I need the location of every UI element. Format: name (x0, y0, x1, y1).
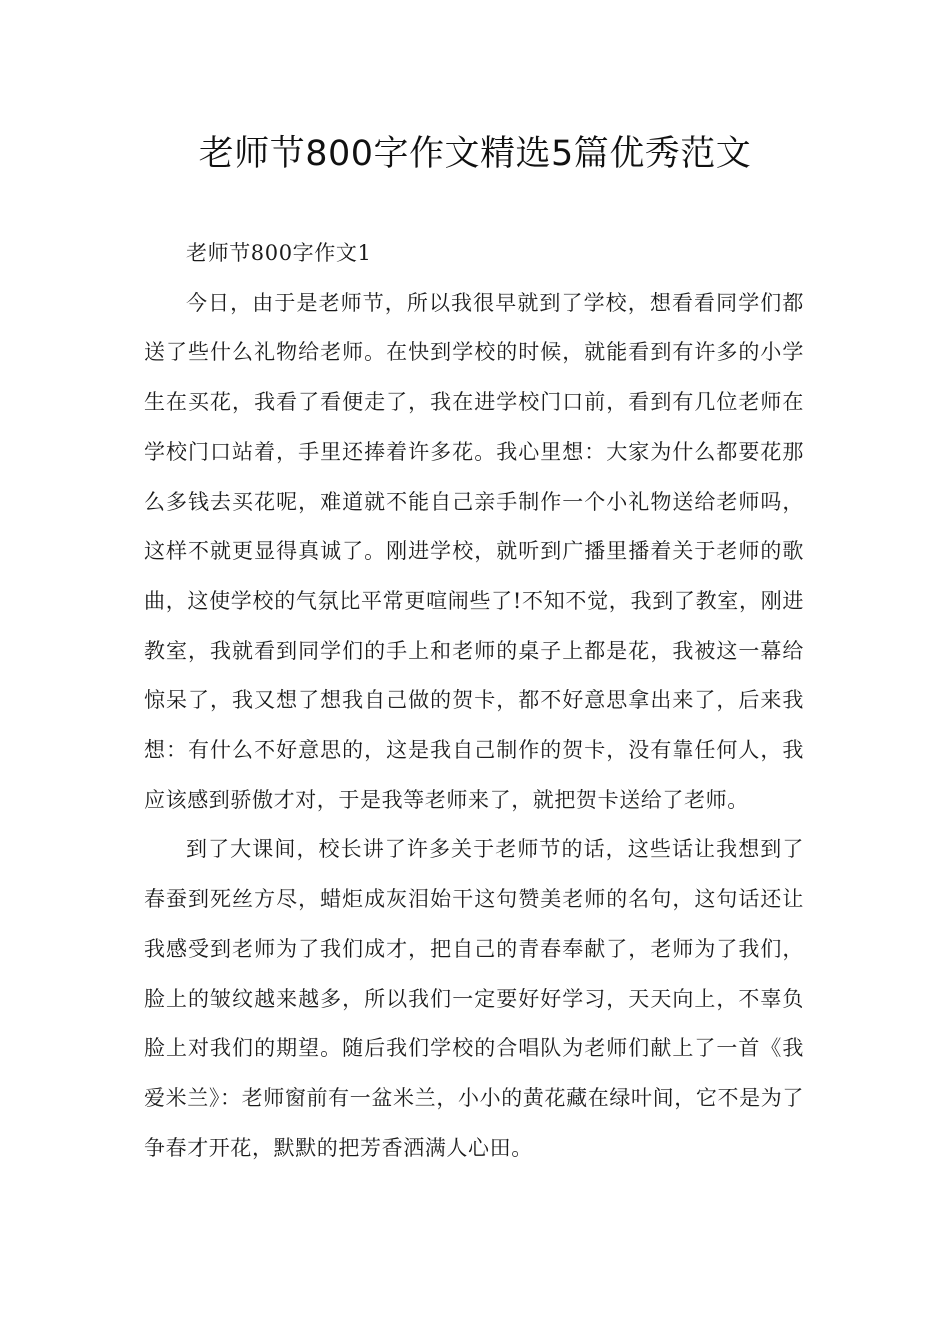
document-body (144, 229, 804, 1173)
document-title: 老师节800字作文精选5篇优秀范文 (198, 134, 752, 174)
paragraph: 到了大课间，校长讲了许多关于老师节的话，这些话让我想到了春蚕到死丝方尽，蜡炬成灰泪始干这句赞美老师的名句，这句话还让我感受到老师为了我们成才，把自己的青春奉献了，老师为了我们，脸上的皱纹越来越多，所以我们一定要好好学习，天天向上，不辜负脸上对我们的期望。随后我们学校的合唱队为老师们献上了一首《我爱米兰》：老师窗前有一盆米兰，小小的黄花藏在绿叶间，它不是为了争春才开花，默默的把芳香洒满人心田。 (144, 837, 804, 1160)
section-heading: 老师节800字作文1 (186, 241, 372, 265)
paragraph: 今日，由于是老师节，所以我很早就到了学校，想看看同学们都送了些什么礼物给老师。在快到学校的时候，就能看到有许多的小学生在买花，我看了看便走了，我在进学校门口前，看到有几位老师在学校门口站着，手里还捧着许多花。我心里想：大家为什么都要花那么多钱去买花呢，难道就不能自己亲手制作一个小礼物送给老师吗，这样不就更显得真诚了。刚进学校，就听到广播里播着关于老师的歌曲，这使学校的气氛比平常更喧闹些了!不知不觉，我到了教室，刚进教室，我就看到同学们的手上和老师的桌子上都是花，我被这一幕给惊呆了，我又想了想我自己做的贺卡，都不好意思拿出来了，后来我想：有什么不好意思的，这是我自己制作的贺卡，没有靠任何人，我应该感到骄傲才对，于是我等老师来了，就把贺卡送给了老师。 (144, 290, 804, 812)
